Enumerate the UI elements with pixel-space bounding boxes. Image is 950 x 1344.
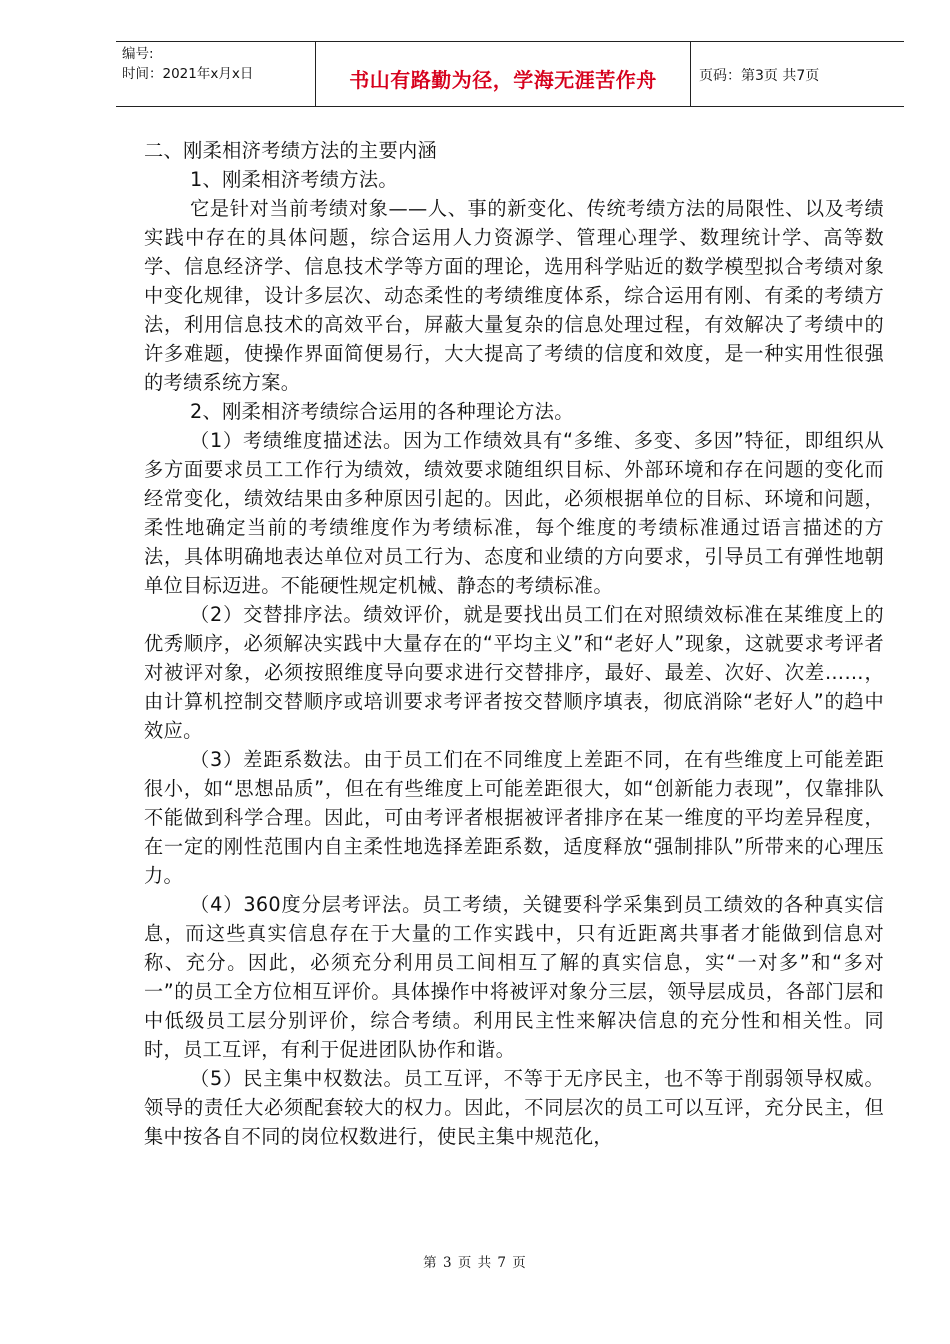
body-paragraph: （4）360度分层考评法。员工考绩，关键要科学采集到员工绩效的各种真实信息，而这些真实信息存在于大量的工作实践中，只有近距离共事者才能做到信息对称、充分。因此，必须充分利用员工间相互了解的真实信息，实“一对多”和“多对一”的员工全方位相互评价。具体操作中将被评对象分三层，领导层成员，各部门层和中低级员工层分别评价，综合考绩。利用民主性来解决信息的充分性和相关性。同时，员工互评，有利于促进团队协作和谐。 [144,893,884,1061]
page-header [116,41,904,107]
section-heading: 二、刚柔相济考绩方法的主要内涵 [144,139,438,162]
document-body [144,136,884,1151]
body-paragraph: 它是针对当前考绩对象——人、事的新变化、传统考绩方法的局限性、以及考绩实践中存在的具体问题，综合运用人力资源学、管理心理学、数理统计学、高等数学、信息经济学、信息技术学等方面的理论，选用科学贴近的数学模型拟合考绩对象中变化规律，设计多层次、动态柔性的考绩维度体系，综合运用有刚、有柔的考绩方法，利用信息技术的高效平台，屏蔽大量复杂的信息处理过程，有效解决了考绩中的许多难题，使操作界面简便易行，大大提高了考绩的信度和效度，是一种实用性很强的考绩系统方案。 [144,197,884,394]
body-paragraph: （5）民主集中权数法。员工互评，不等于无序民主，也不等于削弱领导权威。领导的责任大必须配套较大的权力。因此，不同层次的员工可以互评，充分民主，但集中按各自不同的岗位权数进行，使民主集中规范化， [144,1067,884,1148]
document-number-label: 编号: [122,46,154,62]
body-paragraph: 1、刚柔相济考绩方法。 [190,168,398,191]
body-paragraph: （2）交替排序法。绩效评价，就是要找出员工们在对照绩效标准在某维度上的优秀顺序，必须解决实践中大量存在的“平均主义”和“老好人”现象，这就要求考评者对被评对象，必须按照维度导向要求进行交替排序，最好、最差、次好、次差……，由计算机控制交替顺序或培训要求考评者按交替顺序填表，彻底消除“老好人”的趋中效应。 [144,603,884,742]
document-time-label: 时间：2021年x月x日 [122,66,254,82]
body-paragraph: （1）考绩维度描述法。因为工作绩效具有“多维、多变、多因”特征，即组织从多方面要求员工工作行为绩效，绩效要求随组织目标、外部环境和存在问题的变化而经常变化，绩效结果由多种原因引起的。因此，必须根据单位的目标、环境和问题，柔性地确定当前的考绩维度作为考绩标准，每个维度的考绩标准通过语言描述的方法，具体明确地表达单位对员工行为、态度和业绩的方向要求，引导员工有弹性地朝单位目标迈进。不能硬性规定机械、静态的考绩标准。 [144,429,884,597]
header-divider [690,42,691,106]
page-footer: 第 3 页 共 7 页 [423,1255,527,1271]
header-motto: 书山有路勤为径，学海无涯苦作舟 [349,68,657,92]
body-paragraph: 2、刚柔相济考绩综合运用的各种理论方法。 [190,400,574,423]
body-paragraph: （3）差距系数法。由于员工们在不同维度上差距不同，在有些维度上可能差距很小，如“思想品质”，但在有些维度上可能差距很大，如“创新能力表现”，仅靠排队不能做到科学合理。因此，可由考评者根据被评者排序在某一维度的平均差异程度，在一定的刚性范围内自主柔性地选择差距系数，适度释放“强制排队”所带来的心理压力。 [144,748,884,887]
header-meta [122,44,253,84]
header-page-info: 页码：第3页 共7页 [699,68,820,84]
